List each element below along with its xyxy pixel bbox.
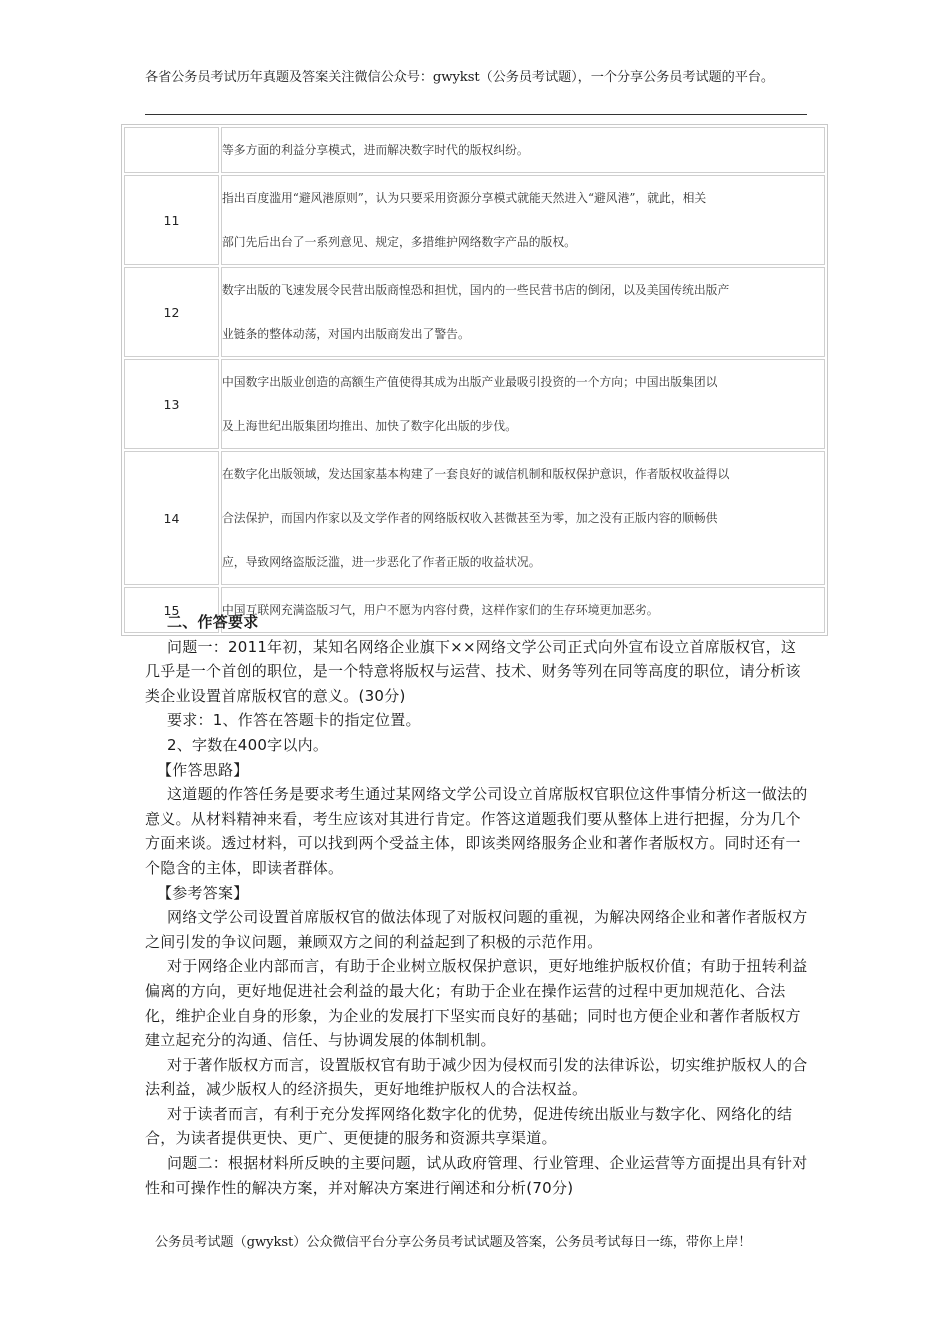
answer-paragraph-1: 网络文学公司设置首席版权官的做法体现了对版权问题的重视，为解决网络企业和著作者版权方之间引发的争议问题，兼顾双方之间的利益起到了积极的示范作用。 (145, 908, 808, 951)
row-material-text (221, 175, 825, 265)
material-line: 合法保护，而国内作家以及文学作者的网络版权收入甚微甚至为零，加之没有正版内容的顺畅供 (222, 511, 718, 525)
material-table (121, 124, 828, 636)
material-line: 指出百度滥用“避风港原则”，认为只要采用资源分享模式就能天然进入“避风港”，就此，相关 (222, 191, 707, 205)
page-header: 各省公务员考试历年真题及答案关注微信公众号：gwykst（公务员考试题），一个分享公务员考试题的平台。 (145, 70, 774, 85)
answer-paragraph-2: 对于网络企业内部而言，有助于企业树立版权保护意识，更好地维护版权价值；有助于扭转利益偏离的方向，更好地促进社会利益的最大化；有助于企业在操作运营的过程中更加规范化、合法化，维护企业自身的形象，为企业的发展打下坚实而良好的基础；同时也方便企业和著作者版权方建立起充分的沟通、信任、与协调发展的体制机制。 (145, 957, 808, 1050)
row-number: 15 (124, 587, 219, 633)
row-number: 11 (124, 175, 219, 265)
material-line: 中国互联网充满盗版习气，用户不愿为内容付费，这样作家们的生存环境更加恶劣。 (222, 603, 659, 617)
question-two: 问题二：根据材料所反映的主要问题，试从政府管理、行业管理、企业运营等方面提出具有针对性和可操作性的解决方案，并对解决方案进行阐述和分析(70分) (145, 1154, 808, 1197)
requirement-2: 2、字数在400字以内。 (167, 735, 329, 754)
requirement-1: 要求：1、作答在答题卡的指定位置。 (167, 711, 421, 730)
section-title: 二、作答要求 (167, 613, 259, 631)
table-row (124, 127, 825, 173)
material-line: 等多方面的利益分享模式，进而解决数字时代的版权纠纷。 (222, 143, 529, 157)
material-line: 在数字化出版领域，发达国家基本构建了一套良好的诚信机制和版权保护意识，作者版权收益得以 (222, 467, 730, 481)
page-footer: 公务员考试题（gwykst）公众微信平台分享公务员考试试题及答案，公务员考试每日一练，带你上岸！ (155, 1235, 752, 1250)
material-line: 中国数字出版业创造的高额生产值使得其成为出版产业最吸引投资的一个方向；中国出版集团以 (222, 375, 718, 389)
row-number: 14 (124, 451, 219, 585)
row-material-text (221, 127, 825, 173)
table-row (124, 267, 825, 357)
idea-paragraph: 这道题的作答任务是要求考生通过某网络文学公司设立首席版权官职位这件事情分析这一做法的意义。从材料精神来看，考生应该对其进行肯定。作答这道题我们要从整体上进行把握，分为几个方面来谈。透过材料，可以找到两个受益主体，即该类网络服务企业和著作者版权方。同时还有一个隐含的主体，即读者群体。 (145, 785, 808, 877)
row-material-text (221, 359, 825, 449)
question-one: 问题一：2011年初，某知名网络企业旗下××网络文学公司正式向外宣布设立首席版权官，这几乎是一个首创的职位，是一个特意将版权与运营、技术、财务等列在同等高度的职位，请分析该类企业设置首席版权官的意义。(30分) (145, 637, 801, 705)
header-divider (145, 114, 807, 115)
row-number: 12 (124, 267, 219, 357)
row-material-text (221, 267, 825, 357)
table-row (124, 451, 825, 585)
material-line: 数字出版的飞速发展令民营出版商惶恐和担忧，国内的一些民营书店的倒闭，以及美国传统出版产 (222, 283, 730, 297)
row-material-text (221, 451, 825, 585)
material-line: 部门先后出台了一系列意见、规定，多措维护网络数字产品的版权。 (222, 235, 576, 249)
material-line: 应，导致网络盗版泛滥，进一步恶化了作者正版的收益状况。 (222, 555, 541, 569)
material-line: 业链条的整体动荡，对国内出版商发出了警告。 (222, 327, 470, 341)
table-row (124, 359, 825, 449)
answer-paragraph-3: 对于著作版权方而言，设置版权官有助于减少因为侵权而引发的法律诉讼，切实维护版权人的合法利益，减少版权人的经济损失，更好地维护版权人的合法权益。 (145, 1055, 808, 1099)
idea-heading: 【作答思路】 (157, 760, 249, 779)
material-line: 及上海世纪出版集团均推出、加快了数字化出版的步伐。 (222, 419, 517, 433)
table-row (124, 175, 825, 265)
answer-heading: 【参考答案】 (157, 883, 249, 902)
document-body (145, 610, 810, 1200)
row-number (124, 127, 219, 173)
row-number: 13 (124, 359, 219, 449)
answer-paragraph-4: 对于读者而言，有利于充分发挥网络化数字化的优势，促进传统出版业与数字化、网络化的结合，为读者提供更快、更广、更便捷的服务和资源共享渠道。 (145, 1104, 793, 1148)
